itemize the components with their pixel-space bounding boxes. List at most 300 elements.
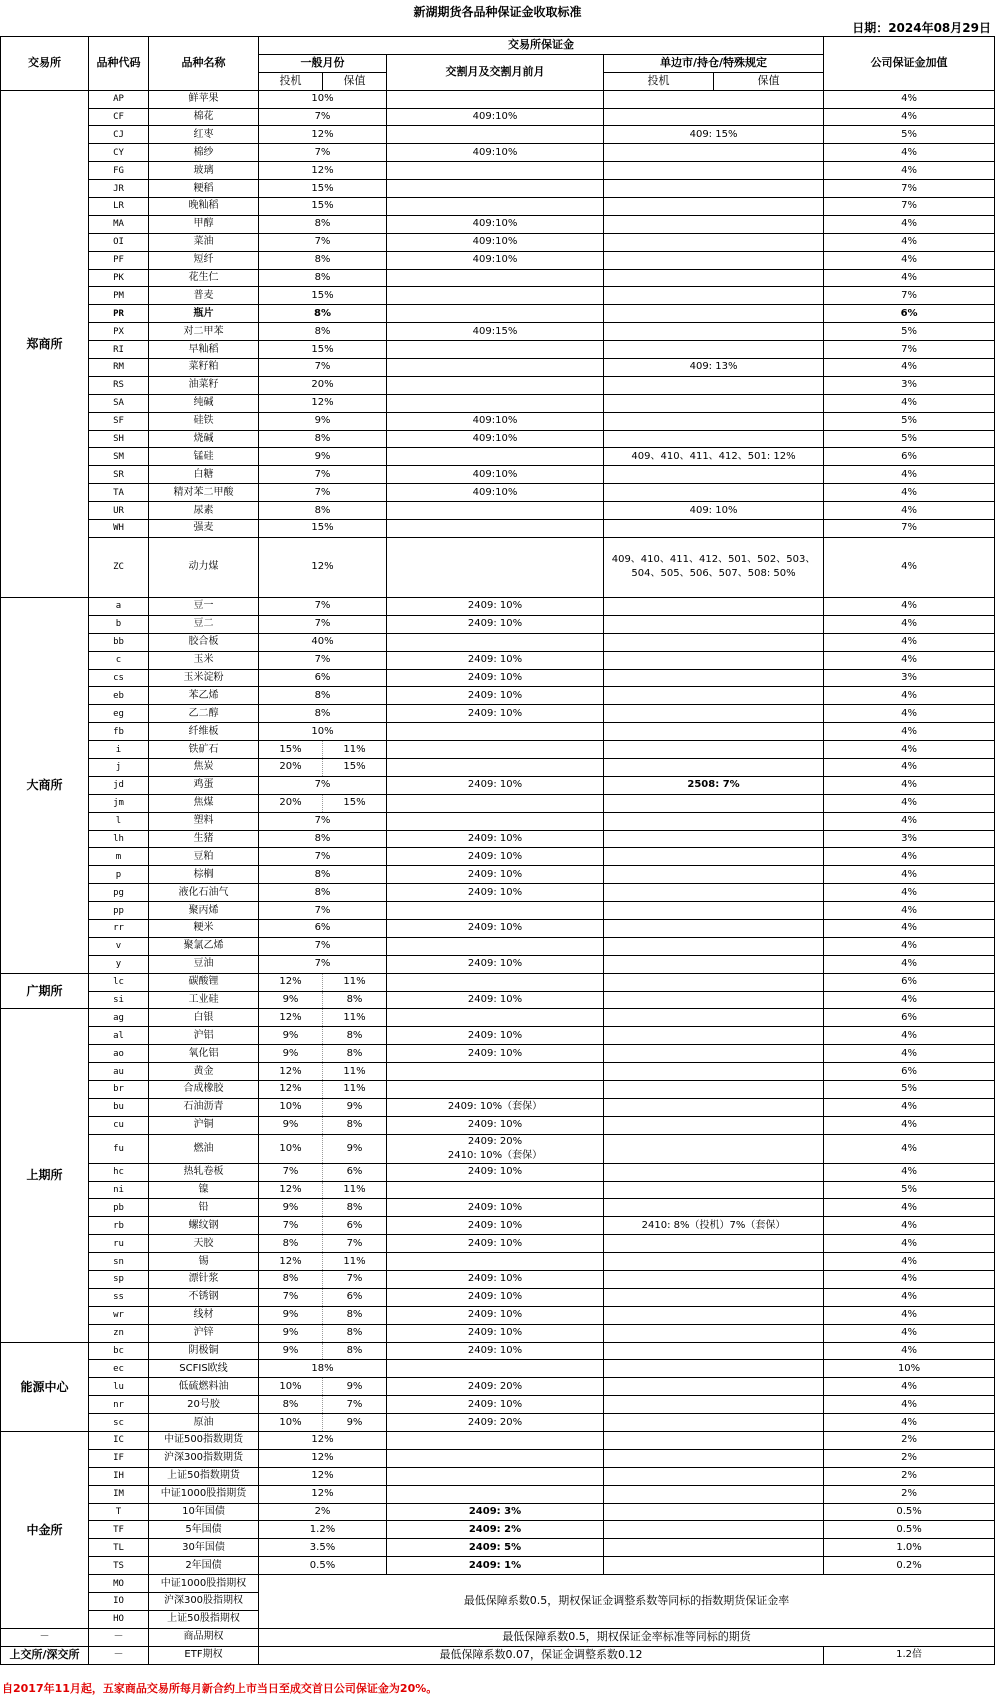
table-row — [1, 376, 995, 394]
special-margin — [604, 812, 824, 830]
product-code: PR — [89, 305, 149, 323]
product-name: 粳稻 — [149, 180, 259, 198]
exchange-name: 上期所 — [1, 1009, 89, 1342]
general-margin: 7% — [259, 937, 387, 955]
header-name: 品种名称 — [149, 37, 259, 91]
product-name: SCFIS欧线 — [149, 1360, 259, 1378]
general-margin: 8% — [259, 215, 387, 233]
hedge-margin: 9% — [323, 1098, 387, 1116]
exchange-name: 郑商所 — [1, 90, 89, 597]
general-margin: 12% — [259, 537, 387, 597]
product-code: pp — [89, 902, 149, 920]
hedge-margin: 8% — [323, 991, 387, 1009]
delivery-margin — [387, 1134, 604, 1163]
special-margin — [604, 1098, 824, 1116]
product-name: 塑料 — [149, 812, 259, 830]
product-code: wr — [89, 1306, 149, 1324]
table-row — [1, 651, 995, 669]
company-margin: 3% — [824, 376, 995, 394]
table-row — [1, 1271, 995, 1289]
table-row — [1, 1045, 995, 1063]
general-margin: 7% — [259, 484, 387, 502]
general-margin: 9% — [259, 412, 387, 430]
header-single-spec: 投机 — [604, 72, 714, 90]
product-name: 沪铜 — [149, 1116, 259, 1134]
company-margin: 4% — [824, 108, 995, 126]
special-margin: 409、410、411、412、501: 12% — [604, 448, 824, 466]
special-margin — [604, 1199, 824, 1217]
table-row — [1, 448, 995, 466]
general-margin: 12% — [259, 394, 387, 412]
company-margin: 4% — [824, 866, 995, 884]
product-name: 菜籽粕 — [149, 359, 259, 377]
general-margin: 8% — [259, 830, 387, 848]
product-code: j — [89, 758, 149, 776]
product-code: p — [89, 866, 149, 884]
special-margin: 2508: 7% — [604, 776, 824, 794]
product-code: lh — [89, 830, 149, 848]
table-row — [1, 1414, 995, 1432]
product-name: 中证1000股指期货 — [149, 1485, 259, 1503]
delivery-margin: 2409: 10% — [387, 597, 604, 615]
table-row — [1, 126, 995, 144]
special-margin — [604, 1432, 824, 1450]
company-margin: 4% — [824, 1288, 995, 1306]
spec-margin: 12% — [259, 1009, 323, 1027]
product-code: SH — [89, 430, 149, 448]
product-code: T — [89, 1503, 149, 1521]
company-margin: 3% — [824, 830, 995, 848]
special-margin — [604, 955, 824, 973]
product-name: 上证50股指期权 — [149, 1610, 259, 1628]
report-date: 日期：2024年08月29日 — [852, 21, 991, 35]
table-row — [1, 1360, 995, 1378]
company-margin: 4% — [824, 251, 995, 269]
special-margin — [604, 1414, 824, 1432]
product-code: eg — [89, 705, 149, 723]
company-margin: 4% — [824, 1414, 995, 1432]
hedge-margin: 11% — [323, 1253, 387, 1271]
company-margin: 3% — [824, 669, 995, 687]
product-name: 豆油 — [149, 955, 259, 973]
delivery-margin: 409:10% — [387, 144, 604, 162]
product-name: 苯乙烯 — [149, 687, 259, 705]
product-code: sp — [89, 1271, 149, 1289]
general-margin: 18% — [259, 1360, 387, 1378]
product-code: ao — [89, 1045, 149, 1063]
company-margin: 4% — [824, 758, 995, 776]
delivery-margin: 2409: 10% — [387, 687, 604, 705]
table-row — [1, 615, 995, 633]
product-code: m — [89, 848, 149, 866]
special-margin — [604, 430, 824, 448]
product-name: 瓶片 — [149, 305, 259, 323]
product-code: CF — [89, 108, 149, 126]
table-row — [1, 991, 995, 1009]
general-margin: 7% — [259, 615, 387, 633]
product-code: l — [89, 812, 149, 830]
product-name: 沪铝 — [149, 1027, 259, 1045]
product-code: WH — [89, 520, 149, 538]
product-code: nr — [89, 1396, 149, 1414]
special-margin — [604, 144, 824, 162]
product-name: 石油沥青 — [149, 1098, 259, 1116]
product-code: PX — [89, 323, 149, 341]
product-name: 豆一 — [149, 597, 259, 615]
delivery-margin: 2409: 2% — [387, 1521, 604, 1539]
special-margin — [604, 466, 824, 484]
delivery-margin: 2409: 10% — [387, 1324, 604, 1342]
product-code: RI — [89, 341, 149, 359]
delivery-margin: 2409: 10% — [387, 1235, 604, 1253]
product-name: 锰硅 — [149, 448, 259, 466]
product-code: MA — [89, 215, 149, 233]
product-code: CY — [89, 144, 149, 162]
general-margin: 15% — [259, 180, 387, 198]
table-row — [1, 144, 995, 162]
hedge-margin: 8% — [323, 1342, 387, 1360]
general-margin: 15% — [259, 198, 387, 216]
general-margin: 0.5% — [259, 1557, 387, 1575]
product-name: 尿素 — [149, 502, 259, 520]
delivery-margin: 409:15% — [387, 323, 604, 341]
product-code: IF — [89, 1449, 149, 1467]
product-code: OI — [89, 233, 149, 251]
table-row — [1, 537, 995, 597]
delivery-margin — [387, 937, 604, 955]
company-margin: 4% — [824, 991, 995, 1009]
special-margin — [604, 1467, 824, 1485]
product-code: pb — [89, 1199, 149, 1217]
product-name: 燃油 — [149, 1134, 259, 1163]
company-margin: 4% — [824, 919, 995, 937]
table-row — [1, 669, 995, 687]
hedge-margin: 11% — [323, 1181, 387, 1199]
product-code: TL — [89, 1539, 149, 1557]
delivery-margin — [387, 902, 604, 920]
product-name: 对二甲苯 — [149, 323, 259, 341]
special-margin — [604, 341, 824, 359]
company-margin: 4% — [824, 1324, 995, 1342]
delivery-margin: 409:10% — [387, 251, 604, 269]
product-code: RM — [89, 359, 149, 377]
delivery-margin — [387, 1080, 604, 1098]
delivery-margin — [387, 287, 604, 305]
product-code: SM — [89, 448, 149, 466]
company-margin: 4% — [824, 1116, 995, 1134]
company-margin: 4% — [824, 902, 995, 920]
special-margin: 409、410、411、412、501、502、503、504、505、506、507、508: 50% — [604, 537, 824, 597]
special-margin — [604, 1080, 824, 1098]
table-row — [1, 1288, 995, 1306]
special-margin — [604, 884, 824, 902]
delivery-margin — [387, 1253, 604, 1271]
product-code: PM — [89, 287, 149, 305]
delivery-margin: 2409: 10% — [387, 1342, 604, 1360]
special-margin — [604, 1485, 824, 1503]
special-margin — [604, 1539, 824, 1557]
company-margin: 0.2% — [824, 1557, 995, 1575]
special-margin — [604, 180, 824, 198]
table-body — [1, 90, 995, 1664]
product-name: 商品期权 — [149, 1628, 259, 1646]
spec-margin: 9% — [259, 991, 323, 1009]
table-row — [1, 794, 995, 812]
general-margin: 15% — [259, 341, 387, 359]
company-margin: 5% — [824, 323, 995, 341]
general-margin: 15% — [259, 287, 387, 305]
company-margin: 4% — [824, 144, 995, 162]
company-margin: 4% — [824, 162, 995, 180]
product-name: 棉花 — [149, 108, 259, 126]
hedge-margin: 8% — [323, 1116, 387, 1134]
delivery-margin: 2409: 10% — [387, 705, 604, 723]
options-note: 最低保障系数0.5，期权保证金调整系数等同标的指数期货保证金率 — [259, 1575, 995, 1629]
company-margin: 4% — [824, 884, 995, 902]
product-name: 动力煤 — [149, 537, 259, 597]
product-code: IO — [89, 1593, 149, 1611]
product-name: 原油 — [149, 1414, 259, 1432]
product-code: ss — [89, 1288, 149, 1306]
hedge-margin: 7% — [323, 1271, 387, 1289]
spec-margin: 8% — [259, 1271, 323, 1289]
general-margin: 40% — [259, 633, 387, 651]
product-code: bu — [89, 1098, 149, 1116]
company-margin: 7% — [824, 287, 995, 305]
general-margin: 12% — [259, 126, 387, 144]
special-margin — [604, 90, 824, 108]
company-margin: 4% — [824, 687, 995, 705]
company-margin: 4% — [824, 812, 995, 830]
table-row — [1, 955, 995, 973]
general-margin: 12% — [259, 1485, 387, 1503]
product-code: － — [89, 1628, 149, 1646]
table-row — [1, 251, 995, 269]
delivery-margin — [387, 502, 604, 520]
delivery-margin — [387, 812, 604, 830]
delivery-margin: 2409: 1% — [387, 1557, 604, 1575]
company-margin: 4% — [824, 1271, 995, 1289]
table-row — [1, 812, 995, 830]
special-margin — [604, 615, 824, 633]
product-name: 胶合板 — [149, 633, 259, 651]
table-row — [1, 269, 995, 287]
product-name: 棉纱 — [149, 144, 259, 162]
product-name: 合成橡胶 — [149, 1080, 259, 1098]
product-name: 漂针浆 — [149, 1271, 259, 1289]
special-margin — [604, 1027, 824, 1045]
table-row — [1, 215, 995, 233]
delivery-margin: 2409: 10% — [387, 1396, 604, 1414]
company-margin: 5% — [824, 430, 995, 448]
table-row — [1, 502, 995, 520]
product-name: 工业硅 — [149, 991, 259, 1009]
table-row — [1, 848, 995, 866]
special-margin — [604, 233, 824, 251]
spec-margin: 10% — [259, 1414, 323, 1432]
general-margin: 10% — [259, 90, 387, 108]
company-margin: 4% — [824, 955, 995, 973]
company-margin: 4% — [824, 90, 995, 108]
table-row — [1, 776, 995, 794]
delivery-margin: 2409: 20% — [387, 1378, 604, 1396]
company-margin: 4% — [824, 466, 995, 484]
delivery-margin: 2409: 10% — [387, 955, 604, 973]
product-name: 20号胶 — [149, 1396, 259, 1414]
general-margin: 7% — [259, 651, 387, 669]
delivery-margin: 2409: 10% — [387, 615, 604, 633]
product-name: 聚丙烯 — [149, 902, 259, 920]
product-name: 菜油 — [149, 233, 259, 251]
exchange-name: 大商所 — [1, 597, 89, 973]
general-margin: 20% — [259, 376, 387, 394]
product-name: 低硫燃料油 — [149, 1378, 259, 1396]
delivery-margin: 2409: 10%（套保） — [387, 1098, 604, 1116]
product-code: jd — [89, 776, 149, 794]
company-margin: 5% — [824, 126, 995, 144]
table-row — [1, 1217, 995, 1235]
table-row — [1, 1063, 995, 1081]
general-margin: 12% — [259, 1432, 387, 1450]
table-row — [1, 937, 995, 955]
company-margin: 4% — [824, 269, 995, 287]
special-margin — [604, 1009, 824, 1027]
product-code: pg — [89, 884, 149, 902]
product-name: 10年国债 — [149, 1503, 259, 1521]
delivery-margin: 2409: 10% — [387, 919, 604, 937]
special-margin — [604, 758, 824, 776]
product-name: 沪深300指数期货 — [149, 1449, 259, 1467]
product-name: 粳米 — [149, 919, 259, 937]
delivery-margin — [387, 1063, 604, 1081]
product-code: c — [89, 651, 149, 669]
table-row — [1, 1253, 995, 1271]
general-margin: 8% — [259, 866, 387, 884]
spec-margin: 15% — [259, 741, 323, 759]
delivery-margin: 2409: 10% — [387, 848, 604, 866]
table-row — [1, 1235, 995, 1253]
company-margin: 6% — [824, 305, 995, 323]
product-name: 上证50指数期货 — [149, 1467, 259, 1485]
product-code: hc — [89, 1163, 149, 1181]
company-margin: 4% — [824, 615, 995, 633]
special-margin — [604, 394, 824, 412]
product-code: IH — [89, 1467, 149, 1485]
product-name: 线材 — [149, 1306, 259, 1324]
product-code: y — [89, 955, 149, 973]
product-code: br — [89, 1080, 149, 1098]
product-code: fu — [89, 1134, 149, 1163]
delivery-margin: 2409: 10% — [387, 1271, 604, 1289]
special-margin — [604, 1503, 824, 1521]
header-hedge: 保值 — [323, 72, 387, 90]
product-name: 玉米淀粉 — [149, 669, 259, 687]
special-margin — [604, 1253, 824, 1271]
product-code: sc — [89, 1414, 149, 1432]
delivery-margin — [387, 1485, 604, 1503]
product-code: UR — [89, 502, 149, 520]
company-margin: 4% — [824, 394, 995, 412]
table-row — [1, 1503, 995, 1521]
product-name: 鲜苹果 — [149, 90, 259, 108]
general-margin: 3.5% — [259, 1539, 387, 1557]
company-margin: 2% — [824, 1449, 995, 1467]
delivery-margin — [387, 633, 604, 651]
company-margin: 4% — [824, 1199, 995, 1217]
delivery-margin: 2409: 10% — [387, 1116, 604, 1134]
product-code: IM — [89, 1485, 149, 1503]
product-name: 30年国债 — [149, 1539, 259, 1557]
special-margin — [604, 794, 824, 812]
company-margin: 4% — [824, 651, 995, 669]
company-margin: 1.0% — [824, 1539, 995, 1557]
delivery-margin: 2409: 10% — [387, 866, 604, 884]
hedge-margin: 11% — [323, 1080, 387, 1098]
header-exchange: 交易所 — [1, 37, 89, 91]
page-title: 新湖期货各品种保证金收取标准 — [413, 5, 582, 19]
table-row — [1, 520, 995, 538]
spec-margin: 9% — [259, 1045, 323, 1063]
product-name: 中证500指数期货 — [149, 1432, 259, 1450]
general-margin: 8% — [259, 884, 387, 902]
product-name: 豆二 — [149, 615, 259, 633]
company-margin: 7% — [824, 520, 995, 538]
table-row — [1, 1539, 995, 1557]
table-row — [1, 1080, 995, 1098]
general-margin: 1.2% — [259, 1521, 387, 1539]
delivery-margin — [387, 1009, 604, 1027]
special-margin — [604, 162, 824, 180]
delivery-margin: 2409: 10% — [387, 1045, 604, 1063]
hedge-margin: 8% — [323, 1324, 387, 1342]
delivery-margin — [387, 162, 604, 180]
product-name: 黄金 — [149, 1063, 259, 1081]
product-name: 5年国债 — [149, 1521, 259, 1539]
product-name: 中证1000股指期权 — [149, 1575, 259, 1593]
product-code: IC — [89, 1432, 149, 1450]
delivery-margin: 2409: 10% — [387, 1306, 604, 1324]
table-row — [1, 287, 995, 305]
product-code: jm — [89, 794, 149, 812]
spec-margin: 10% — [259, 1098, 323, 1116]
product-code: cs — [89, 669, 149, 687]
exchange-name: 上交所/深交所 — [1, 1646, 89, 1664]
special-margin — [604, 741, 824, 759]
hedge-margin: 8% — [323, 1306, 387, 1324]
product-code: v — [89, 937, 149, 955]
company-margin: 6% — [824, 448, 995, 466]
general-margin: 6% — [259, 919, 387, 937]
general-margin: 6% — [259, 669, 387, 687]
spec-margin: 9% — [259, 1342, 323, 1360]
table-row — [1, 341, 995, 359]
delivery-margin — [387, 394, 604, 412]
general-margin: 8% — [259, 502, 387, 520]
product-name: 铁矿石 — [149, 741, 259, 759]
product-name: 阴极铜 — [149, 1342, 259, 1360]
table-row — [1, 1199, 995, 1217]
special-margin — [604, 866, 824, 884]
table-row — [1, 484, 995, 502]
company-margin: 5% — [824, 1080, 995, 1098]
special-margin — [604, 1306, 824, 1324]
product-name: 油菜籽 — [149, 376, 259, 394]
delivery-margin: 2409: 20% — [387, 1414, 604, 1432]
hedge-margin: 15% — [323, 758, 387, 776]
delivery-margin: 2409: 10% — [387, 776, 604, 794]
special-margin: 2410: 8%（投机）7%（套保） — [604, 1217, 824, 1235]
product-code: PF — [89, 251, 149, 269]
